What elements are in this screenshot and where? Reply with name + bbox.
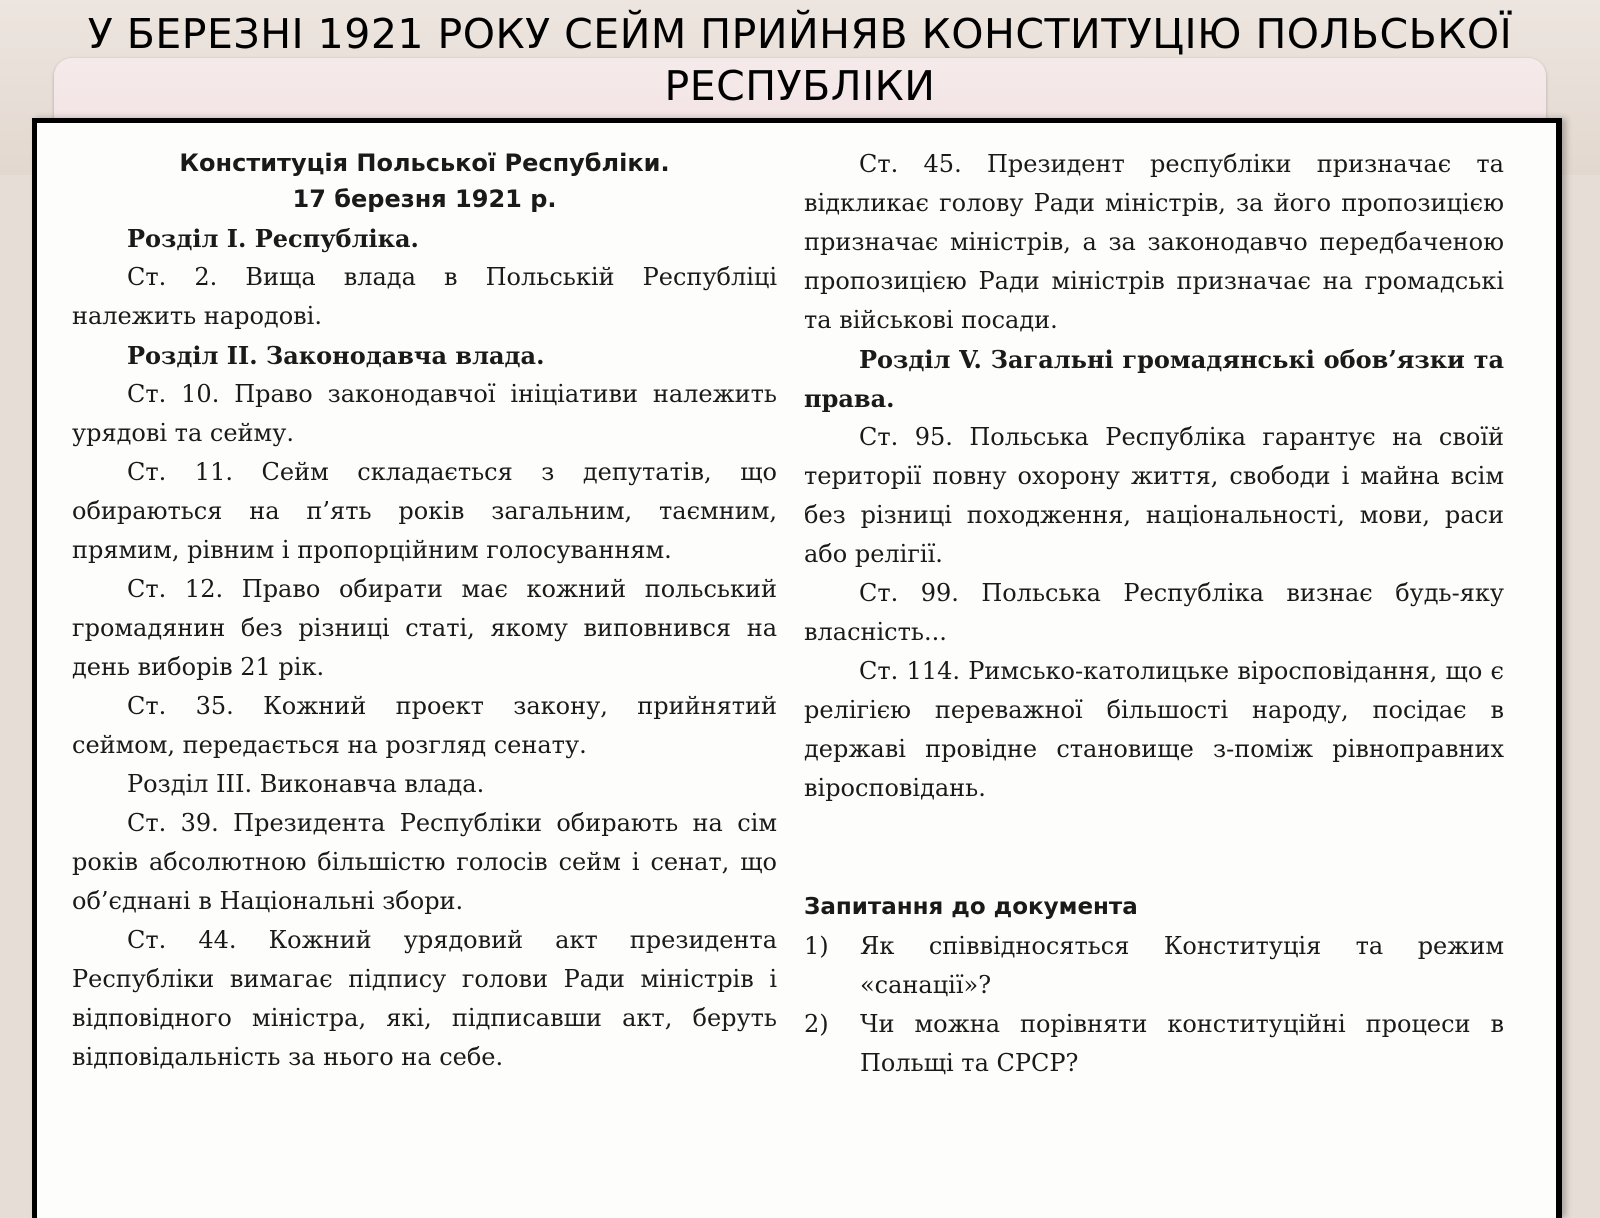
document-title-line1: Конституція Польської Республіки. (179, 149, 670, 177)
questions-heading: Запитання до документа (804, 894, 1138, 920)
article-paragraph: Ст. 12. Право обирати має кожний польський громадянин без різниці статі, якому виповнився на день виборів 21 рік. (72, 575, 777, 681)
article-paragraph: Ст. 44. Кожний урядовий акт президента Республіки вимагає підпису голови Ради міністрів і відповідного міністра, які, підписавши акт, беруть відповідальність за нього на себе. (72, 926, 777, 1071)
article-paragraph: Ст. 35. Кожний проект закону, прийнятий сеймом, передається на розгляд сенату. (72, 692, 777, 759)
article-paragraph: Ст. 99. Польська Республіка визнає будь-яку власність... (804, 579, 1504, 646)
section-heading: Розділ І. Республіка. (127, 224, 419, 253)
slide-title: У БЕРЕЗНІ 1921 РОКУ СЕЙМ ПРИЙНЯВ КОНСТИТУЦІЮ ПОЛЬСЬКОЇ РЕСПУБЛІКИ (87, 10, 1513, 110)
article-paragraph: Ст. 2. Вища влада в Польській Республіці належить народові. (72, 263, 777, 330)
article-paragraph: Ст. 95. Польська Республіка гарантує на своїй території повну охорону життя, свободи і майна всім без різниці походження, національності, мови, раси або релігії. (804, 423, 1504, 568)
question-number: 1) (804, 932, 829, 960)
right-paragraphs (804, 145, 1504, 808)
question-item (804, 927, 1504, 1005)
section-heading: Розділ V. Загальні громадянські обов’язки та права. (804, 345, 1504, 413)
question-number: 2) (804, 1010, 829, 1038)
article-paragraph: Розділ ІІІ. Виконавча влада. (127, 770, 485, 798)
article-paragraph: Ст. 45. Президент республіки призначає та відкликає голову Ради міністрів, за його пропозицією призначає міністрів, а за законодавчо передбаченою пропозицією Ради міністрів призначає на громадські та військові посади. (804, 150, 1504, 334)
article-paragraph: Ст. 114. Римсько-католицьке віросповідання, що є релігією переважної більшості народу, посідає в державі провідне становище з-поміж рівноправних віросповідань. (804, 657, 1504, 802)
left-column (72, 145, 777, 1077)
question-text: Як співвідносяться Конституція та режим «санації»? (860, 932, 1504, 999)
question-item (804, 1005, 1504, 1083)
document-title-line2: 17 березня 1921 р. (292, 185, 557, 213)
document-title (72, 145, 777, 217)
right-column (804, 145, 1504, 1083)
question-text: Чи можна порівняти конституційні процеси в Польщі та СРСР? (860, 1010, 1504, 1077)
article-paragraph: Ст. 11. Сейм складається з депутатів, що обираються на п’ять років загальним, таємним, прямим, рівним і пропорційним голосуванням. (72, 458, 777, 564)
article-paragraph: Ст. 10. Право законодавчої ініціативи належить урядові та сейму. (72, 380, 777, 447)
document-scan (32, 118, 1562, 1218)
left-paragraphs (72, 219, 777, 1077)
questions-list (804, 927, 1504, 1083)
section-heading: Розділ ІІ. Законодавча влада. (127, 341, 545, 370)
article-paragraph: Ст. 39. Президента Республіки обирають на сім років абсолютною більшістю голосів сейм і сенат, що об’єднані в Національні збори. (72, 809, 777, 915)
